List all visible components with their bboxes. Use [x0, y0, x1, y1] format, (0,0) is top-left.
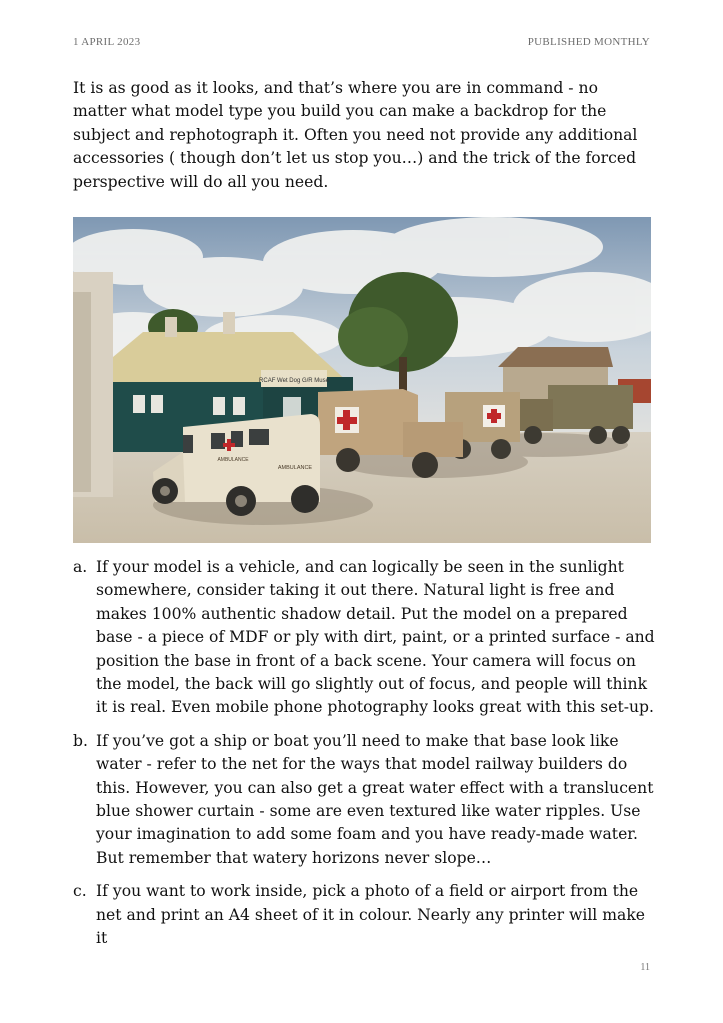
list-item-text: If your model is a vehicle, and can logically be seen in the sunlight somewhere, consider taking it out there. Natural light is free and makes 100% authentic shadow detail. Put the model on a prepared base - a piece of MDF or ply with dirt, paint, or a printed surface - and position the base in front of a back scene. Your camera will focus on the model, the back will go slightly out of focus, and people will think it is real. Even mobile phone photography looks great with this set-up.: [96, 558, 655, 717]
issue-date: 1 APRIL 2023: [73, 36, 141, 48]
list-item-text: If you’ve got a ship or boat you’ll need to make that base look like water - refer to the net for the ways that model railway builders do this. However, you can also get a great water effect with a translucent blue shower curtain - some are even textured like water ripples. Use your imagination to add some foam and you have ready-made water. But remember that watery horizons never slope…: [96, 731, 654, 867]
intro-paragraph: It is as good as it looks, and that’s where you are in command - no matter what model type you build you can make a backdrop for the subject and rephotograph it. Often you need not provide any additional accessories ( though don’t let us stop you…) and the trick of the forced perspective will do all you need.: [73, 79, 638, 191]
ambulance-roof-label: AMBULANCE: [217, 457, 249, 463]
list-marker: c.: [73, 882, 87, 901]
list-marker: b.: [73, 731, 88, 750]
list-item: [73, 730, 655, 870]
list-item: [73, 880, 655, 950]
list-marker: a.: [73, 558, 88, 576]
tips-list: [73, 556, 655, 961]
list-item-text: If you want to work inside, pick a photo of a field or airport from the net and print an A4 sheet of it in colour. Nearly any printer will make it: [96, 882, 646, 948]
ambulance-side-label: AMBULANCE: [277, 465, 313, 471]
building-sign: RCAF Wet Dog G/R Muse: [259, 378, 329, 384]
publication-frequency: PUBLISHED MONTHLY: [527, 36, 650, 48]
list-item: [73, 556, 655, 720]
diorama-photo: [73, 217, 651, 543]
page-number: 11: [640, 962, 650, 973]
running-header: [73, 36, 650, 50]
